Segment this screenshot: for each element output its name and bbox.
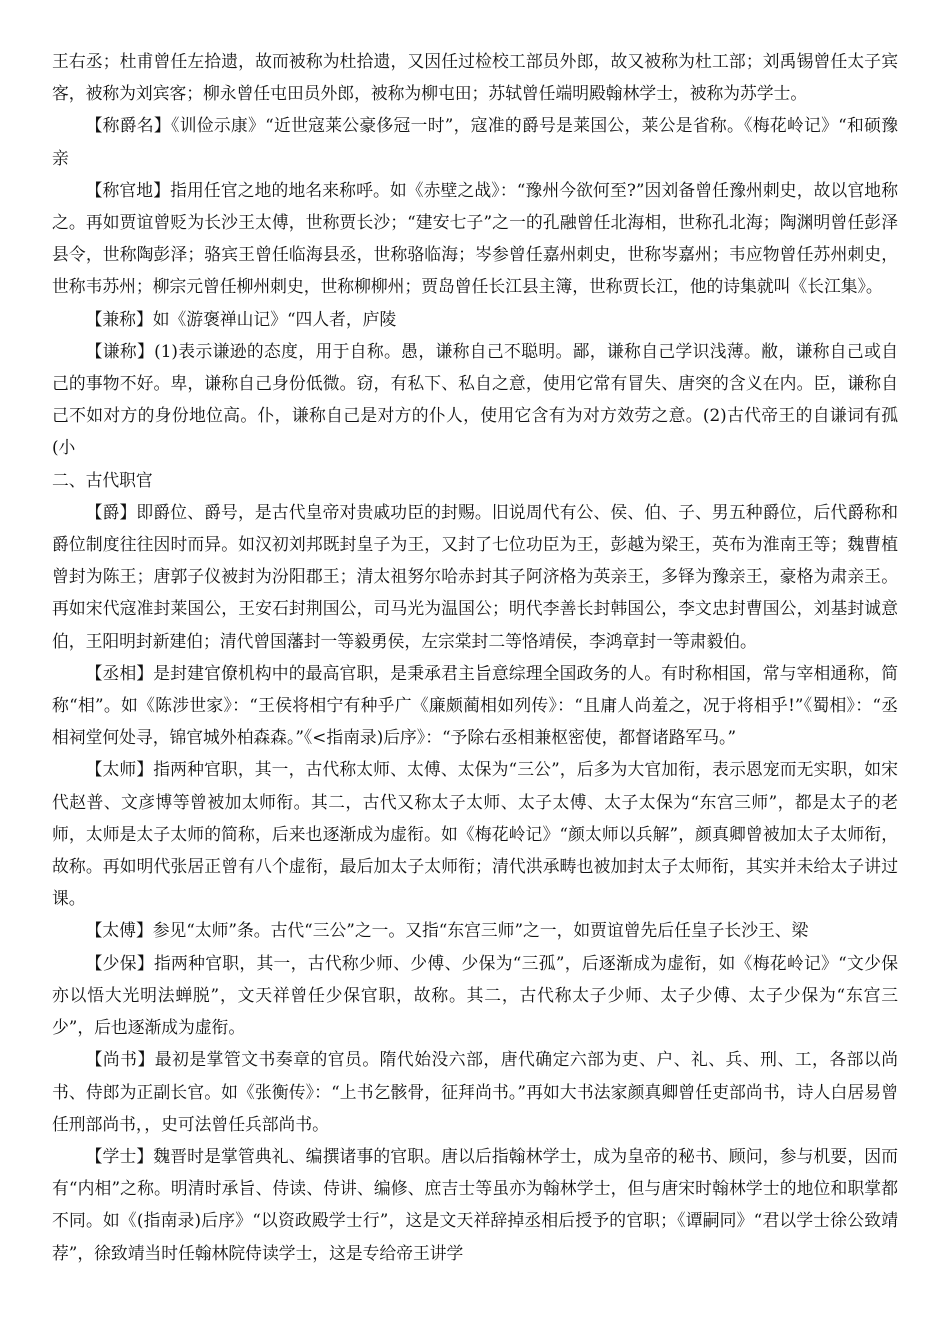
paragraph-cheng-xiang: 【丞相】是封建官僚机构中的最高官职，是秉承君主旨意综理全国政务的人。有时称相国，常与宰相通称，简称“相”。如《陈涉世家》：“王侯将相宁有种乎广《廉颇蔺相如列传》：“且庸人尚羞之，况于将相乎!”《蜀相》：“丞相祠堂何处寻，锦官城外柏森森。”《<指南录)后序》：“予除右丞相兼枢密使，都督诸路军马。” xyxy=(52,662,898,748)
section-heading: 二、古代职官 xyxy=(52,469,153,490)
paragraph-cheng-jue-ming: 【称爵名】《训俭示康》“近世寇莱公豪侈冠一时”，寇准的爵号是莱国公，莱公是省称。《梅花岭记》“和硕豫亲 xyxy=(52,115,898,168)
paragraph-cheng-guan-di: 【称官地】指用任官之地的地名来称呼。如《赤壁之战》：“豫州今欲何至?”因刘备曾任豫州刺史，故以官地称之。再如贾谊曾贬为长沙王太傅，世称贾长沙；“建安七子”之一的孔融曾任北海相，世称孔北海；陶渊明曾任彭泽县令，世称陶彭泽；骆宾王曾任临海县丞，世称骆临海；岑参曾任嘉州刺史，世称岑嘉州；韦应物曾任苏州刺史，世称韦苏州；柳宗元曾任柳州刺史，世称柳柳州；贾岛曾任长江县主簿，世称贾长江，他的诗集就叫《长江集》。 xyxy=(52,179,898,297)
paragraph-1: 王右丞；杜甫曾任左拾遗，故而被称为杜拾遗，又因任过检校工部员外郎，故又被称为杜工部；刘禹锡曾任太子宾客，被称为刘宾客；柳永曾任屯田员外郎，被称为柳屯田；苏轼曾任端明殿翰林学士，被称为苏学士。 xyxy=(52,51,898,104)
paragraph-shang-shu: 【尚书】最初是掌管文书奏章的官员。隋代始没六部，唐代确定六部为吏、户、礼、兵、刑、工，各部以尚书、侍郎为正副长官。如《张衡传》：“上书乞骸骨，征拜尚书。”再如大书法家颜真卿曾任吏部尚书，诗人白居易曾任刑部尚书，，史可法曾任兵部尚书。 xyxy=(52,1049,898,1134)
paragraph-qian-cheng: 【谦称】(1)表示谦逊的态度，用于自称。愚，谦称自己不聪明。鄙，谦称自己学识浅薄。敝，谦称自己或自己的事物不好。卑，谦称自己身份低微。窃，有私下、私自之意，使用它常有冒失、唐突的含义在内。臣，谦称自己不如对方的身份地位高。仆，谦称自己是对方的仆人，使用它含有为对方效劳之意。(2)古代帝王的自谦词有孤(小 xyxy=(52,340,898,458)
paragraph-tai-shi: 【太师】指两种官职，其一，古代称太师、太傅、太保为“三公”，后多为大官加衔，表示恩宠而无实职，如宋代赵普、文彦博等曾被加太师衔。其二，古代又称太子太师、太子太傅、太子太保为“东宫三师”，都是太子的老师，太师是太子太师的简称，后来也逐渐成为虚衔。如《梅花岭记》“颜太师以兵解”，颜真卿曾被加太子太师衔，故称。再如明代张居正曾有八个虚衔，最后加太子太师衔；清代洪承畴也被加封太子太师衔，其实并未给太子讲过课。 xyxy=(52,759,898,909)
paragraph-tai-fu: 【太傅】参见“太师”条。古代“三公”之一。又指“东宫三师”之一，如贾谊曾先后任皇子长沙王、梁 xyxy=(85,920,809,941)
paragraph-jue: 【爵】即爵位、爵号，是古代皇帝对贵戚功臣的封赐。旧说周代有公、侯、伯、子、男五种爵位，后代爵称和爵位制度往往因时而异。如汉初刘邦既封皇子为王，又封了七位功臣为王，彭越为梁王，英布为淮南王等；魏曹植曾封为陈王；唐郭子仪被封为汾阳郡王；清太祖努尔哈赤封其子阿济格为英亲王，多铎为豫亲王，豪格为肃亲王。再如宋代寇准封莱国公，王安石封荆国公，司马光为温国公；明代李善长封韩国公，李文忠封曹国公，刘基封诚意伯，王阳明封新建伯；清代曾国藩封一等毅勇侯，左宗棠封二等恪靖侯，李鸿章封一等肃毅伯。 xyxy=(52,501,898,651)
paragraph-jian-cheng: 【兼称】如《游褒禅山记》“四人者，庐陵 xyxy=(85,308,397,329)
paragraph-xue-shi: 【学士】魏晋时是掌管典礼、编撰诸事的官职。唐以后指翰林学士，成为皇帝的秘书、顾问，参与机要，因而有“内相”之称。明清时承旨、侍读、侍讲、编修、庶吉士等虽亦为翰林学士，但与唐宋时翰林学士的地位和职掌都不同。如《(指南录)后序》“以资政殿学士行”，这是文天祥辞掉丞相后授予的官职；《谭嗣同》“君以学士徐公致靖荐”，徐致靖当时任翰林院侍读学士，这是专给帝王讲学 xyxy=(52,1145,898,1263)
paragraph-shao-bao: 【少保】指两种官职，其一，古代称少师、少傅、少保为“三孤”，后逐渐成为虚衔，如《梅花岭记》“文少保亦以悟大光明法蝉脱”，文天祥曾任少保官职，故称。其二，古代称太子少师、太子少傅、太子少保为“东宫三少”，后也逐渐成为虚衔。 xyxy=(52,952,898,1038)
